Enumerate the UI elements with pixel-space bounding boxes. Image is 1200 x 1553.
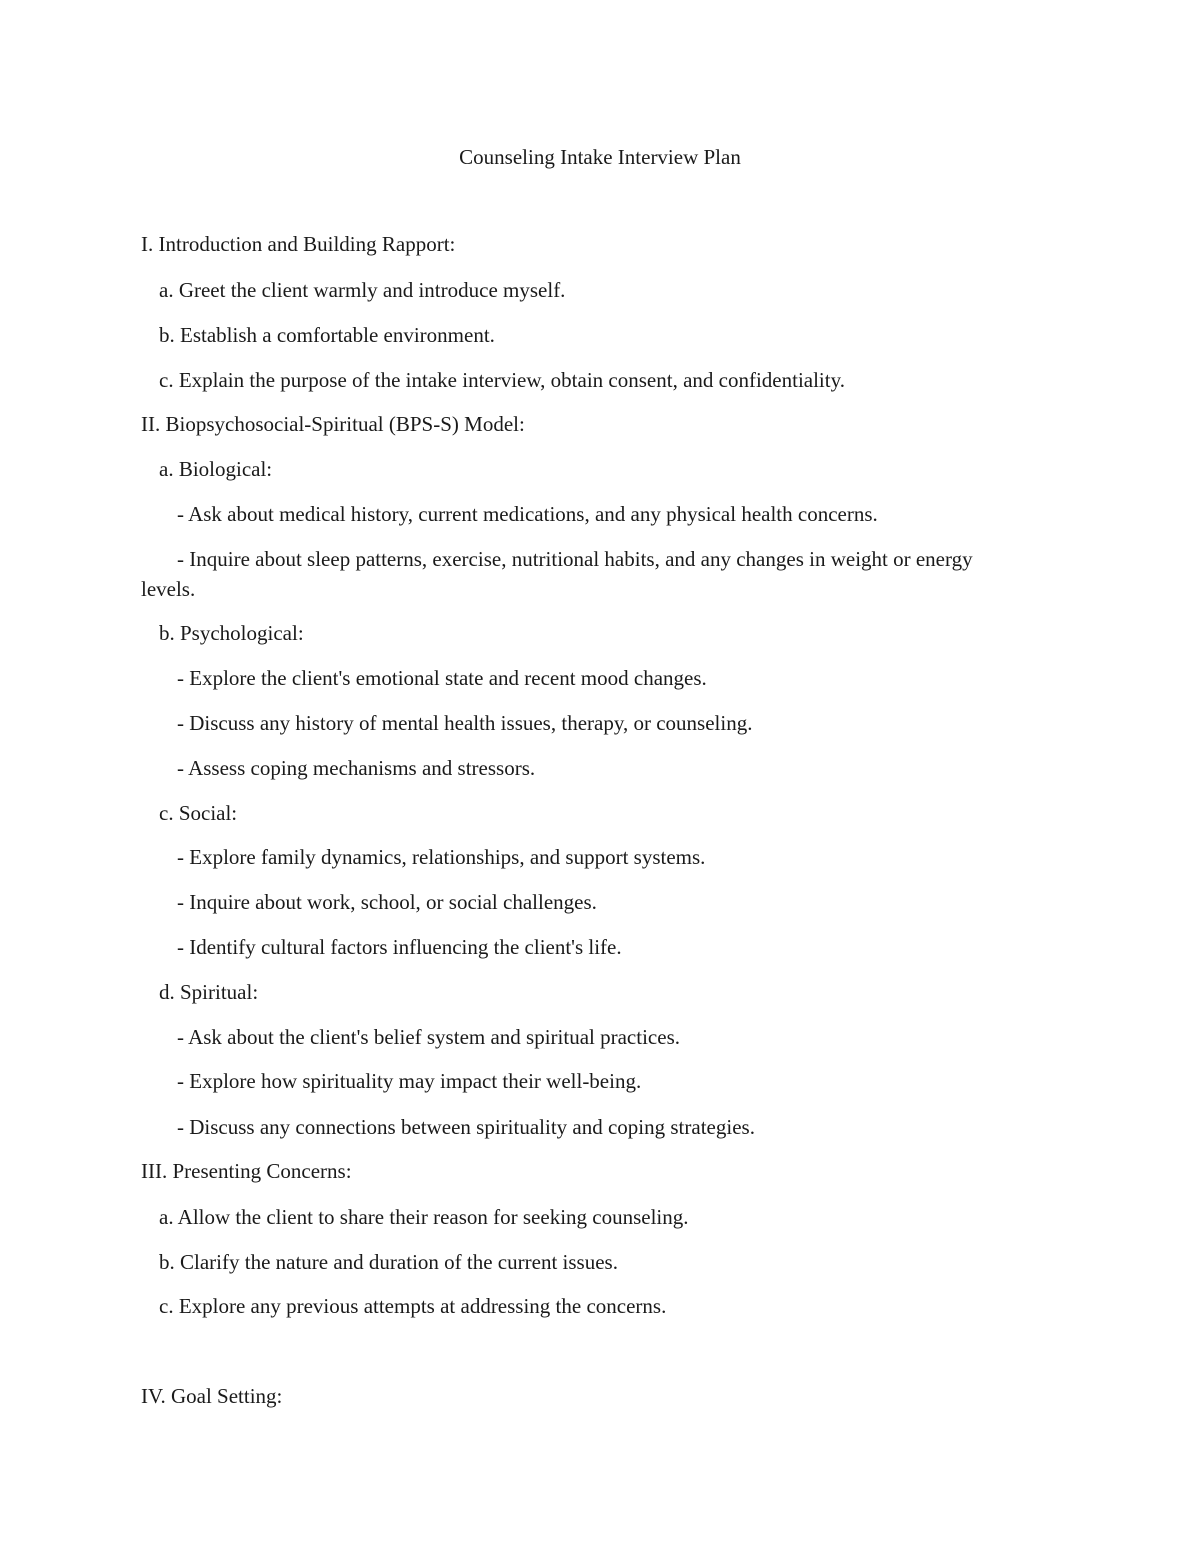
list-item: b. Clarify the nature and duration of the current issues. xyxy=(159,1250,618,1274)
subsection-label-psychological: b. Psychological: xyxy=(159,621,304,645)
section-heading-bps-model: II. Biopsychosocial-Spiritual (BPS-S) Model: xyxy=(141,412,525,436)
list-item: - Explore how spirituality may impact their well-being. xyxy=(177,1069,642,1093)
list-item-wrapped: - Inquire about sleep patterns, exercise, nutritional habits, and any changes in weight or energy levels. xyxy=(141,547,973,601)
subsection-label-social: c. Social: xyxy=(159,801,238,825)
list-item: c. Explain the purpose of the intake interview, obtain consent, and confidentiality. xyxy=(159,368,845,392)
document-title: Counseling Intake Interview Plan xyxy=(459,145,741,169)
section-heading-presenting-concerns: III. Presenting Concerns: xyxy=(141,1159,352,1183)
list-item: a. Allow the client to share their reason for seeking counseling. xyxy=(159,1205,689,1229)
list-item: - Discuss any connections between spirituality and coping strategies. xyxy=(177,1115,755,1139)
subsection-label-biological: a. Biological: xyxy=(159,457,273,481)
list-item: b. Establish a comfortable environment. xyxy=(159,323,495,347)
section-heading-goal-setting: IV. Goal Setting: xyxy=(141,1384,283,1408)
list-item: - Explore the client's emotional state and recent mood changes. xyxy=(177,666,707,690)
list-item: - Ask about the client's belief system and spiritual practices. xyxy=(177,1025,680,1049)
list-item: - Discuss any history of mental health issues, therapy, or counseling. xyxy=(177,711,753,735)
list-item: - Assess coping mechanisms and stressors. xyxy=(177,756,536,780)
list-item: - Ask about medical history, current medications, and any physical health concerns. xyxy=(177,502,878,526)
list-item: - Explore family dynamics, relationships, and support systems. xyxy=(177,845,706,869)
list-item: - Identify cultural factors influencing the client's life. xyxy=(177,935,622,959)
subsection-label-spiritual: d. Spiritual: xyxy=(159,980,259,1004)
list-item: - Inquire about work, school, or social challenges. xyxy=(177,890,597,914)
list-item: a. Greet the client warmly and introduce myself. xyxy=(159,278,566,302)
section-heading-introduction: I. Introduction and Building Rapport: xyxy=(141,232,456,256)
list-item: c. Explore any previous attempts at addressing the concerns. xyxy=(159,1294,667,1318)
